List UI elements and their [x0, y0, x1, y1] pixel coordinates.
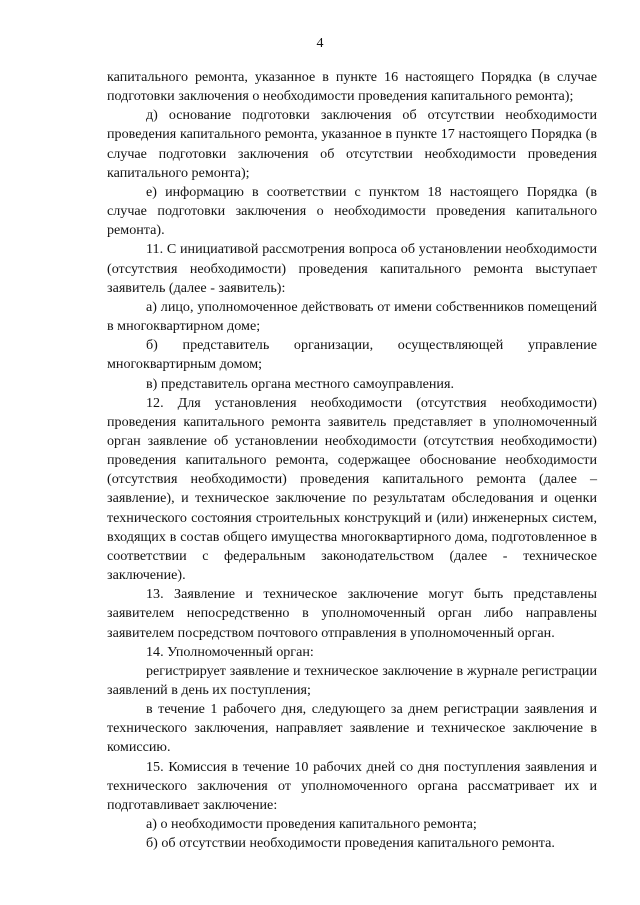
- paragraph-15: 15. Комиссия в течение 10 рабочих дней со дня поступления заявления и технического заключения от уполномоченного органа рассматривает их и подготавливает заключение:: [107, 758, 597, 813]
- paragraph-11-item-v: в) представитель органа местного самоуправления.: [146, 375, 454, 392]
- paragraph-14-registers: регистрирует заявление и техническое заключение в журнале регистрации заявлений в день их поступления;: [107, 662, 597, 698]
- page-number: 4: [316, 36, 324, 51]
- paragraph-11: 11. С инициативой рассмотрения вопроса об установлении необходимости (отсутствия необходимости) проведения капитального ремонта выступает заявитель (далее - заявитель):: [107, 241, 597, 296]
- paragraph-15-item-b: б) об отсутствии необходимости проведения капитального ремонта.: [146, 835, 555, 852]
- paragraph-item-e: е) информацию в соответствии с пунктом 18 настоящего Порядка (в случае подготовки заключения о необходимости проведения капитального ремонта).: [107, 183, 597, 239]
- paragraph-11-item-b: б) представитель организации, осуществляющей управление многоквартирным домом;: [107, 337, 597, 373]
- paragraph-15-item-a: а) о необходимости проведения капитального ремонта;: [146, 816, 477, 833]
- document-body: [107, 68, 597, 853]
- paragraph-item-d: д) основание подготовки заключения об отсутствии необходимости проведения капитального ремонта, указанное в пункте 17 настоящего Порядка (в случае подготовки заключения об отсутствии необходимости проведения капитального ремонта);: [107, 107, 597, 181]
- paragraph-12: 12. Для установления необходимости (отсутствия необходимости) проведения капитального ремонта заявитель представляет в уполномоченный орган заявление об установлении необходимости (отсутствия необходимости) проведения капитального ремонта, содержащее обоснование необходимости (отсутствия необходимости) проведения капитального ремонта (далее – заявление), и техническое заключение по результатам обследования и оценки технического состояния строительных конструкций и (или) инженерных систем, входящих в состав общего имущества многоквартирного дома, подготовленное в соответствии с федеральным законодательством (далее - техническое заключение).: [107, 394, 597, 584]
- paragraph-11-item-a: а) лицо, уполномоченное действовать от имени собственников помещений в многоквартирном доме;: [107, 298, 597, 335]
- paragraph-14-forwards: в течение 1 рабочего дня, следующего за днем регистрации заявления и технического заключения, направляет заявление и техническое заключение в комиссию.: [107, 701, 597, 756]
- paragraph-13: 13. Заявление и техническое заключение могут быть представлены заявителем непосредственно в уполномоченный орган либо направлены заявителем посредством почтового отправления в уполномоченный орган.: [107, 586, 597, 641]
- paragraph-14: 14. Уполномоченный орган:: [146, 643, 314, 660]
- paragraph-continuation: капитального ремонта, указанное в пункте 16 настоящего Порядка (в случае подготовки заключения о необходимости проведения капитального ремонта);: [107, 69, 597, 105]
